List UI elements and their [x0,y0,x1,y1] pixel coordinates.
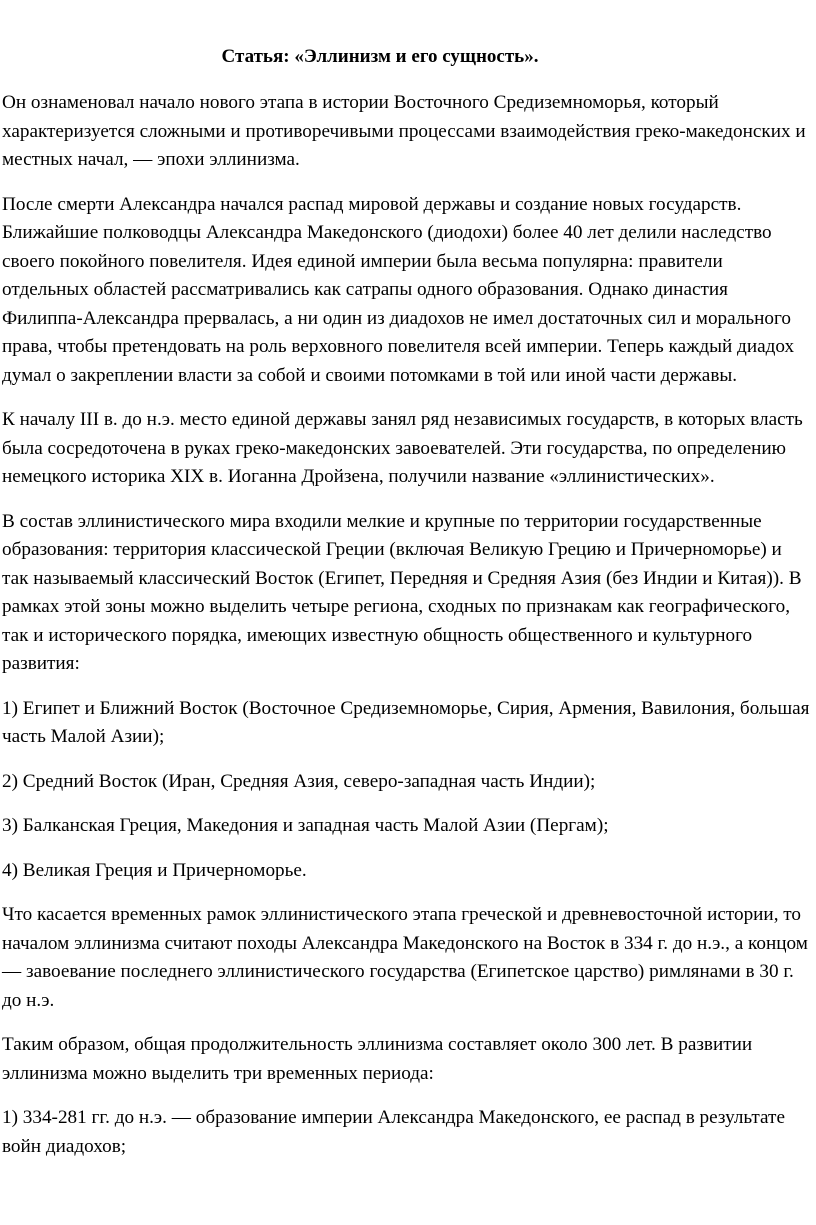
list-item-region-3: 3) Балканская Греция, Македония и западная часть Малой Азии (Пергам); [2,815,609,836]
paragraph: Что касается временных рамок эллинистического этапа греческой и древневосточной истории, то началом эллинизма считают походы Александра Македонского на Восток в 334 г. до н.э., а концом — завоевание последнего эллинистического государства (Египетское царство) римлянами в 30 г. до н.э. [2,904,808,1011]
paragraph: После смерти Александра начался распад мировой державы и создание новых государств. Ближайшие полководцы Александра Македонского (диодохи) более 40 лет делили наследство своего покойного повелителя. Идея единой империи была весьма популярна: правители отдельных областей рассматривались как сатрапы одного образования. Однако династия Филиппа-Александра прервалась, а ни один из диадохов не имел достаточных сил и морального права, чтобы претендовать на роль верховного повелителя всей империи. Теперь каждый диадох думал о закреплении власти за собой и своими потомками в той или иной части державы. [2,193,795,386]
paragraph: Он ознаменовал начало нового этапа в истории Восточного Средиземноморья, который характеризуется сложными и противоречивыми процессами взаимодействия греко-македонских и местных начал, — эпохи эллинизма. [2,92,806,170]
list-item-region-2: 2) Средний Восток (Иран, Средняя Азия, северо-западная часть Индии); [2,770,596,792]
list-item-region-4: 4) Великая Греция и Причерноморье. [2,859,307,881]
article-body [2,89,810,1177]
list-item-period-1: 1) 334-281 гг. до н.э. — образование империи Александра Македонского, ее распад в результате войн диадохов; [2,1107,785,1157]
list-item-region-1: 1) Египет и Ближний Восток (Восточное Средиземноморье, Сирия, Армения, Вавилония, большая часть Малой Азии); [2,697,810,747]
article-title: Статья: «Эллинизм и его сущность». [221,46,539,67]
paragraph: К началу III в. до н.э. место единой державы занял ряд независимых государств, в которых власть была сосредоточена в руках греко-македонских завоевателей. Эти государства, по определению немецкого историка XIX в. Иоганна Дройзена, получили название «эллинистических». [2,409,803,487]
paragraph: В состав эллинистического мира входили мелкие и крупные по территории государственные образования: территория классической Греции (включая Великую Грецию и Причерноморье) и так называемый классический Восток (Египет, Передняя и Средняя Азия (без Индии и Китая)). В рамках этой зоны можно выделить четыре региона, сходных по признакам как географического, так и исторического порядка, имеющих известную общность общественного и культурного развития: [2,510,802,674]
paragraph: Таким образом, общая продолжительность эллинизма составляет около 300 лет. В развитии эллинизма можно выделить три временных периода: [2,1034,753,1084]
